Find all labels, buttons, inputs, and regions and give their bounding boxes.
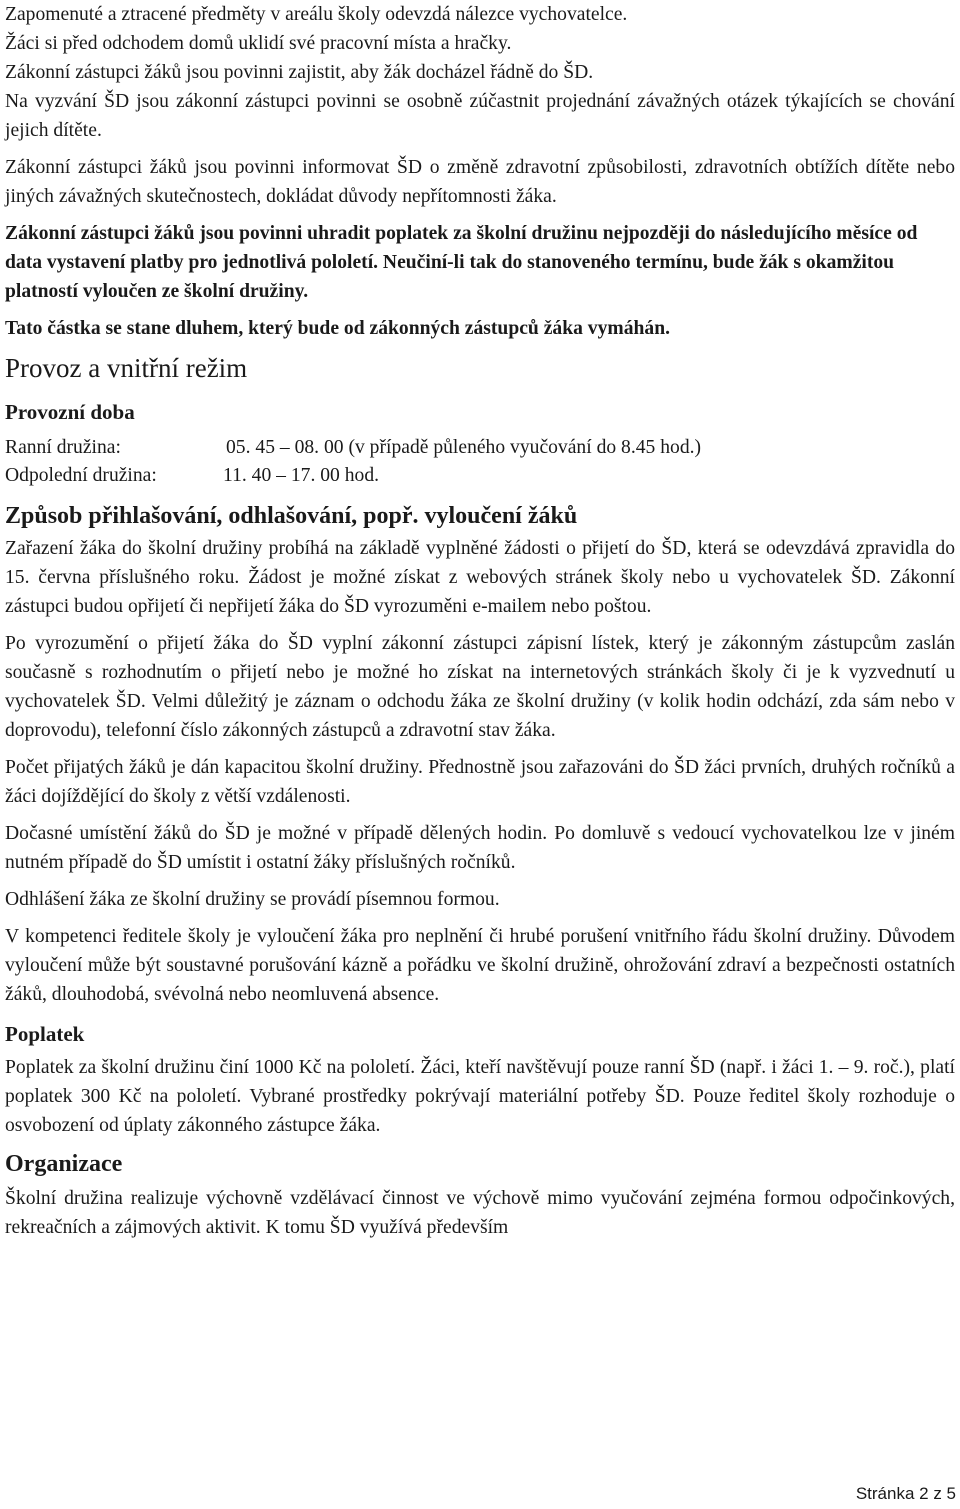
paragraph-tidy-up: Žáci si před odchodem domů uklidí své pracovní místa a hračky. — [5, 33, 512, 54]
subheading-provozni-doba: Provozní doba — [5, 400, 135, 424]
paragraph-lost-items: Zapomenuté a ztracené předměty v areálu školy odevzdá nálezce vychovatelce. — [5, 4, 628, 25]
section-heading-zpusob: Způsob přihlašování, odhlašování, popř. vyloučení žáků — [5, 503, 578, 529]
paragraph-registration-slip: Po vyrozumění o přijetí žáka do ŠD vyplní zákonní zástupci zápisní lístek, který je zákonným zástupcům zaslán současně s rozhodnutím o přijetí nebo je možné ho získat na internetových stránkách školy či je k vyzvednutí u vychovatelek ŠD. Velmi důležitý je záznam o odchodu žáka ze školní družiny (v kolik hodin odchází, zda sám nebo v doprovodu), telefonní číslo zákonných zástupců a zdravotní stav žáka. — [5, 633, 955, 741]
paragraph-enrolment: Zařazení žáka do školní družiny probíhá na základě vyplněné žádosti o přijetí do ŠD, která se odevzdává zpravidla do 15. června příslušného roku. Žádost je možné získat z webových stránek školy nebo u vychovatelek ŠD. Zákonní zástupci budou opřijetí či nepřijetí žáka do ŠD vyrozuměni e-mailem nebo poštou. — [5, 538, 955, 617]
paragraph-debt: Tato částka se stane dluhem, který bude od zákonných zástupců žáka vymáhán. — [5, 318, 671, 339]
paragraph-deregistration: Odhlášení žáka ze školní družiny se provádí písemnou formou. — [5, 889, 500, 910]
paragraph-health-info: Zákonní zástupci žáků jsou povinni informovat ŠD o změně zdravotní způsobilosti, zdravotních obtížích dítěte nebo jiných závažných skutečnostech, dokládat důvody nepřítomnosti žáka. — [5, 157, 955, 207]
section-heading-poplatek: Poplatek — [5, 1022, 85, 1046]
section-heading-organizace: Organizace — [5, 1151, 123, 1177]
paragraph-fee: Poplatek za školní družinu činí 1000 Kč na pololetí. Žáci, kteří navštěvují pouze ranní ŠD (např. i žáci 1. – 9. roč.), platí poplatek 300 Kč na pololetí. Vybrané prostředky pokrývají materiální potřeby ŠD. Pouze ředitel školy rozhoduje o osvobození od úplaty zákonného zástupce žáka. — [5, 1057, 955, 1136]
page-number-footer: Stránka 2 z 5 — [855, 1484, 956, 1503]
paragraph-attendance: Zákonní zástupci žáků jsou povinni zajistit, aby žák docházel řádně do ŠD. — [5, 62, 594, 83]
paragraph-organizace: Školní družina realizuje výchovně vzdělávací činnost ve výchově mimo vyučování zejména formou odpočinkových, rekreačních a zájmových aktivit. K tomu ŠD využívá především — [5, 1188, 955, 1238]
document-page — [5, 0, 955, 1242]
hours-row-morning — [5, 434, 955, 462]
paragraph-behaviour-meeting: Na vyzvání ŠD jsou zákonní zástupci povinni se osobně zúčastnit projednání závažných otázek týkajících se chování jejich dítěte. — [5, 91, 955, 141]
paragraph-capacity: Počet přijatých žáků je dán kapacitou školní družiny. Přednostně jsou zařazováni do ŠD žáci prvních, druhých ročníků a žáci dojíždějící do školy z větší vzdálenosti. — [5, 757, 955, 807]
paragraph-expulsion: V kompetenci ředitele školy je vyloučení žáka pro neplnění či hrubé porušení vnitřního řádu školní družiny. Důvodem vyloučení může být soustavné porušování kázně a pořádku ve školní družině, ohrožování zdraví a bezpečnosti ostatních žáků, dlouhodobá, svévolná nebo neomluvená absence. — [5, 926, 955, 1005]
paragraph-temporary-placement: Dočasné umístění žáků do ŠD je možné v případě dělených hodin. Po domluvě s vedoucí vychovatelkou lze v jiném nutném případě do ŠD umístit i ostatní žáky příslušných ročníků. — [5, 823, 955, 873]
hours-label-morning: Ranní družina: — [5, 437, 121, 458]
hours-value-afternoon: 11. 40 – 17. 00 hod. — [223, 465, 380, 486]
hours-label-afternoon: Odpolední družina: — [5, 465, 157, 486]
paragraph-fee-deadline: Zákonní zástupci žáků jsou povinni uhradit poplatek za školní družinu nejpozději do následujícího měsíce od data vystavení platby pro jednotlivá pololetí. Neučiní-li tak do stanoveného termínu, bude žák s okamžitou platností vyloučen ze školní družiny. — [5, 223, 918, 302]
hours-value-morning: 05. 45 – 08. 00 (v případě půleného vyučování do 8.45 hod.) — [226, 437, 702, 458]
section-heading-provoz: Provoz a vnitřní režim — [5, 353, 248, 383]
hours-row-afternoon — [5, 462, 955, 490]
